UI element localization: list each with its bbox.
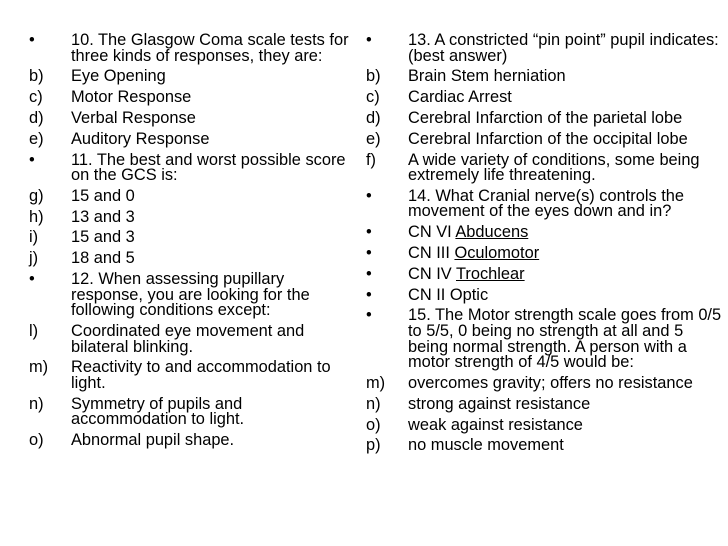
option-text: weak against resistance: [408, 415, 583, 434]
list-marker: c): [366, 88, 380, 107]
trochlear-link[interactable]: Trochlear: [455, 264, 525, 283]
q15-option-o: [366, 415, 722, 434]
list-marker: o): [29, 431, 44, 450]
q13-option-c: [366, 90, 722, 106]
q12-option-o: [29, 433, 351, 449]
option-text: Abnormal pupil shape.: [71, 431, 235, 450]
q11-question: [29, 150, 351, 185]
list-marker: •: [366, 306, 372, 325]
q11-option-j: [29, 251, 351, 267]
q14-option-oculomotor: [366, 246, 722, 262]
q12-option-l: [29, 321, 351, 356]
q15-option-n: [366, 394, 722, 413]
option-text: Auditory Response: [71, 129, 210, 148]
q13-option-e: [366, 129, 722, 148]
option-text: Cerebral Infarction of the occipital lobe: [408, 129, 688, 148]
option-text: [408, 225, 722, 241]
list-marker: m): [366, 373, 386, 392]
option-text: 15 and 0: [71, 186, 135, 205]
option-prefix: CN IV: [408, 264, 456, 283]
q12-option-n: [29, 394, 351, 429]
q10-option-b: [29, 69, 351, 85]
q14-question: [366, 186, 722, 221]
option-text: overcomes gravity; offers no resistance: [408, 373, 693, 392]
option-text: Symmetry of pupils and accommodation to light.: [71, 394, 245, 429]
right-column: [366, 33, 722, 459]
list-marker: d): [29, 108, 44, 127]
list-marker: b): [29, 67, 44, 86]
option-text: [408, 264, 722, 283]
left-column: [29, 33, 351, 454]
option-prefix: CN VI: [408, 223, 456, 242]
list-marker: g): [29, 186, 44, 205]
q13-question: [366, 33, 722, 64]
option-text: Eye Opening: [71, 67, 166, 86]
q10-option-d: [29, 108, 351, 127]
option-prefix: CN III: [408, 244, 455, 263]
oculomotor-link[interactable]: Oculomotor: [454, 244, 540, 263]
list-marker: p): [366, 436, 381, 455]
q10-option-e: [29, 129, 351, 148]
q14-option-optic: [366, 285, 722, 304]
list-marker: i): [29, 228, 39, 247]
list-marker: •: [29, 150, 35, 169]
q13-option-f: [366, 150, 722, 185]
option-text: 18 and 5: [71, 249, 135, 268]
list-marker: n): [29, 394, 44, 413]
list-marker: •: [29, 31, 35, 49]
list-marker: •: [366, 223, 372, 242]
option-text: 15 and 3: [71, 228, 135, 247]
q10-option-c: [29, 90, 351, 106]
list-marker: n): [366, 394, 381, 413]
list-marker: •: [366, 244, 372, 263]
option-text: Verbal Response: [71, 108, 196, 127]
q12-question: [29, 272, 351, 319]
q14-option-trochlear: [366, 264, 722, 283]
option-text: [408, 246, 722, 262]
option-text: Motor Response: [71, 88, 192, 107]
q15-option-m: [366, 373, 722, 392]
list-marker: o): [366, 415, 381, 434]
list-marker: •: [366, 31, 372, 49]
list-marker: d): [366, 108, 381, 127]
option-text: strong against resistance: [408, 394, 591, 413]
list-marker: e): [366, 129, 381, 148]
option-text: Brain Stem herniation: [408, 67, 566, 86]
q11-option-i: [29, 230, 351, 246]
option-text: Reactivity to and accommodation to light.: [71, 358, 331, 392]
option-text: 13 and 3: [71, 207, 135, 226]
list-marker: c): [29, 88, 43, 107]
q12-option-m: [29, 360, 351, 391]
q11-text: 11. The best and worst possible score on the GCS is:: [71, 150, 346, 185]
list-marker: l): [29, 321, 39, 340]
q13-text: 13. A constricted “pin point” pupil indicates: (best answer): [408, 31, 719, 65]
q13-option-b: [366, 69, 722, 85]
q11-option-g: [29, 186, 351, 205]
list-marker: •: [366, 264, 372, 283]
q11-option-h: [29, 207, 351, 226]
option-text: Coordinated eye movement and bilateral blinking.: [71, 321, 305, 356]
list-marker: •: [366, 285, 372, 304]
option-text: no muscle movement: [408, 436, 564, 455]
list-marker: b): [366, 67, 381, 86]
list-marker: h): [29, 207, 44, 226]
list-marker: •: [29, 270, 35, 288]
q15-text: 15. The Motor strength scale goes from 0/5 to 5/5, 0 being no strength at all and 5 being normal strength. A person with a motor strength of 4/5 would be:: [408, 306, 722, 372]
q12-text: 12. When assessing pupillary response, you are looking for the following conditions except:: [71, 270, 310, 320]
option-text: Cerebral Infarction of the parietal lobe: [408, 108, 683, 127]
list-marker: m): [29, 358, 49, 377]
option-text: A wide variety of conditions, some being extremely life threatening.: [408, 150, 700, 185]
q13-option-d: [366, 108, 722, 127]
option-text: Cardiac Arrest: [408, 88, 512, 107]
list-marker: •: [366, 186, 372, 205]
list-marker: e): [29, 129, 44, 148]
q14-text: 14. What Cranial nerve(s) controls the movement of the eyes down and in?: [408, 186, 685, 221]
abducens-link[interactable]: Abducens: [455, 223, 529, 242]
list-marker: f): [366, 150, 377, 169]
q15-question: [366, 308, 722, 370]
q15-option-p: [366, 438, 722, 454]
q10-text: 10. The Glasgow Coma scale tests for three kinds of responses, they are:: [71, 31, 349, 65]
q14-option-abducens: [366, 225, 722, 241]
option-text: CN II Optic: [408, 285, 489, 304]
q10-question: [29, 33, 351, 64]
list-marker: j): [29, 249, 39, 268]
